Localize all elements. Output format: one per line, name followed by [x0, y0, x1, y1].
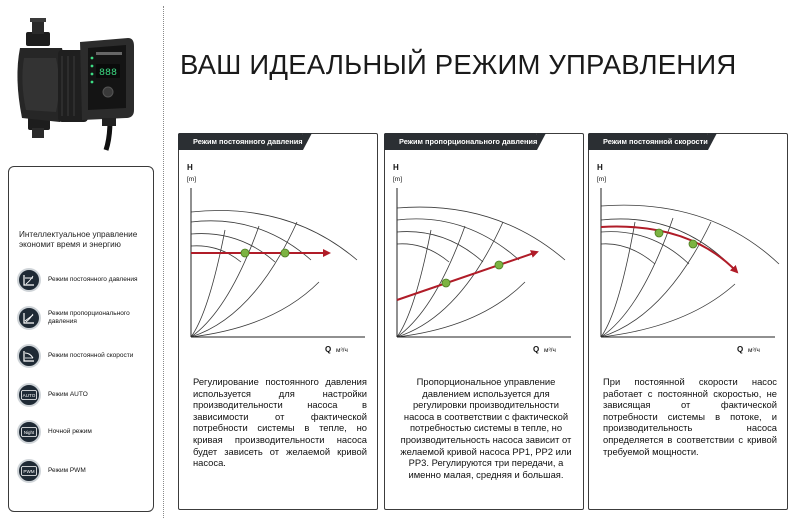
feature-label: Режим постоянной скорости: [48, 352, 134, 359]
proportional-pressure-icon: [17, 306, 41, 330]
operating-point: [495, 261, 503, 269]
y-axis-unit: [m]: [597, 176, 607, 183]
pump-curves: [601, 205, 779, 264]
system-curves: [601, 218, 735, 337]
operating-point: [689, 240, 697, 248]
constant-pressure-diagram: [179, 152, 379, 367]
system-curves: [397, 222, 525, 337]
feature-auto-mode: [17, 380, 153, 410]
mode-description: При постоянной скорости насос работает с постоянной скоростью, не зависящая от фактической потребности системы в потоке, и производительность насоса определяется в соответствии с кривой требуемой мощности.: [603, 376, 777, 457]
features-intro: Интеллектуальное управление экономит время и энергию: [19, 230, 138, 249]
y-axis-label: H: [393, 163, 399, 172]
pump-curves: [191, 211, 357, 262]
x-axis-unit: м³/ч: [336, 347, 348, 354]
feature-night-mode: [17, 417, 153, 447]
night-mode-icon: [17, 420, 41, 444]
section-divider: [163, 6, 164, 518]
diagram-axes: [397, 188, 571, 337]
x-axis-unit: м³/ч: [544, 347, 556, 354]
feature-label: Режим PWM: [48, 467, 86, 474]
pump-display-readout: 888: [98, 68, 118, 79]
feature-constant-speed: [17, 341, 153, 371]
mode-tab: Режим пропорционального давления: [384, 133, 537, 150]
proportional-pressure-diagram: [385, 152, 585, 367]
feature-label: Режим AUTO: [48, 391, 88, 398]
constant-speed-icon: [17, 344, 41, 368]
mode-tab: Режим постоянной скорости: [588, 133, 708, 150]
x-axis-label: Q: [325, 345, 332, 354]
mode-tab: Режим постоянного давления: [178, 133, 303, 150]
pwm-mode-icon: [17, 459, 41, 483]
mode-card-constant-pressure: [178, 133, 378, 510]
constant-speed-diagram: [589, 152, 789, 367]
operating-point: [655, 229, 663, 237]
control-line-arrow: [397, 252, 537, 300]
auto-mode-icon: [17, 383, 41, 407]
night-icon-text: Night: [23, 430, 35, 435]
operating-point: [281, 249, 289, 257]
constant-pressure-icon: [17, 268, 41, 292]
feature-label: Режим пропорционального давления: [48, 310, 130, 325]
x-axis-unit: м³/ч: [748, 347, 760, 354]
y-axis-label: H: [597, 163, 603, 172]
operating-point: [442, 279, 450, 287]
page-title: ВАШ ИДЕАЛЬНЫЙ РЕЖИМ УПРАВЛЕНИЯ: [180, 49, 737, 80]
mode-description: Регулирование постоянного давления используется для настройки производительности насоса в зависимости от фактической потребности системы в тепле, но кривая производительности насоса будет зависеть от желаемой кривой насоса.: [193, 376, 367, 469]
pwm-icon-text: PWM: [23, 469, 35, 474]
feature-constant-pressure: [17, 265, 153, 295]
y-axis-unit: [m]: [393, 176, 403, 183]
feature-pwm-mode: [17, 456, 153, 486]
operating-point: [241, 249, 249, 257]
y-axis-label: H: [187, 163, 193, 172]
mode-card-constant-speed: [588, 133, 788, 510]
control-curve-arrow: [601, 227, 737, 272]
pump-curves: [397, 207, 565, 262]
mode-card-proportional-pressure: [384, 133, 584, 510]
auto-icon-text: AUTO: [22, 393, 36, 398]
features-panel: [8, 166, 154, 512]
feature-label: Режим постоянного давления: [48, 276, 138, 283]
feature-label: Ночной режим: [48, 428, 92, 435]
x-axis-label: Q: [533, 345, 540, 354]
y-axis-unit: [m]: [187, 176, 197, 183]
mode-description: Пропорциональное управление давлением используется для регулировки производительности насоса в соответствии с фактической потребностью системы в тепле, но производительность насоса зависит от желаемой кривой насоса PP1, PP2 или PP3. Регулируются три передачи, а именно малая, средняя и большая.: [400, 376, 572, 480]
x-axis-label: Q: [737, 345, 744, 354]
system-curves: [191, 222, 319, 337]
pump-product-image: [10, 18, 150, 168]
feature-proportional-pressure: [17, 303, 153, 333]
